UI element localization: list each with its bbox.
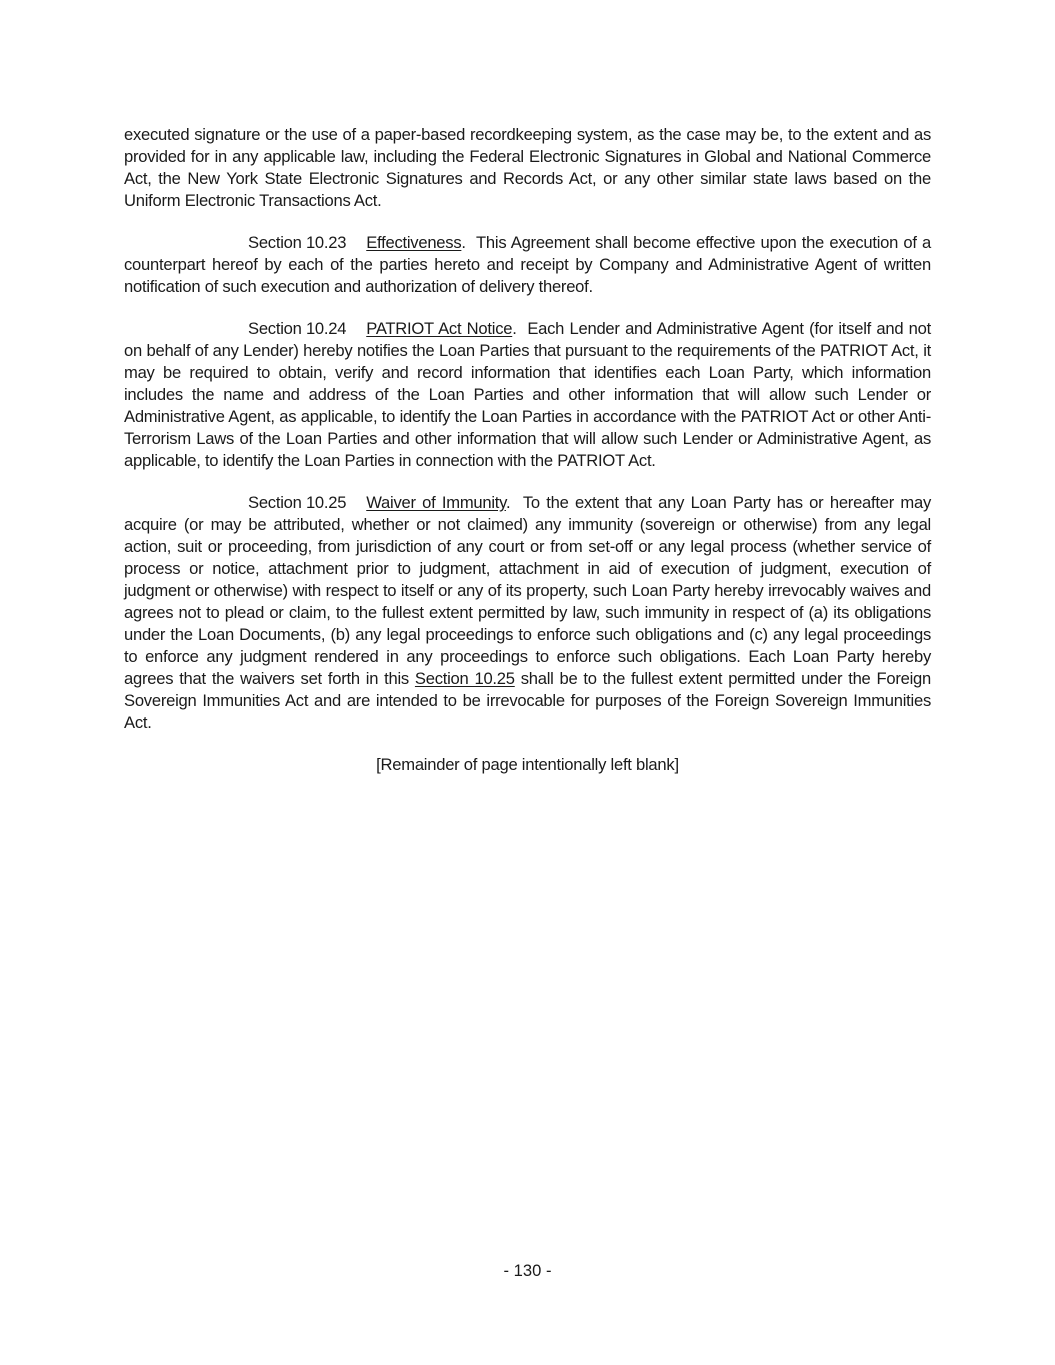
section-number: Section 10.25 (248, 493, 347, 512)
document-body (124, 124, 931, 776)
section-cross-reference: Section 10.25 (414, 669, 515, 688)
section-body: Each Lender and Administrative Agent (for itself and not on behalf of any Lender) hereby notifies the Loan Parties that pursuant to the requirements of the PATRIOT Act, it may be required to obtain, verify and record information that identifies each Loan Party, which information includes the name and address of the Loan Parties and other information that will allow such Lender or Administrative Agent, as applicable, to identify the Loan Parties in accordance with the PATRIOT Act or other Anti-Terrorism Laws of the Loan Parties and other information that will allow such Lender or Administrative Agent, as applicable, to identify the Loan Parties in connection with the PATRIOT Act. (124, 319, 931, 470)
section-body: This Agreement shall become effective upon the execution of a counterpart hereof by each of the parties hereto and receipt by Company and Administrative Agent of written notification of such execution and authorization of delivery thereof. (124, 233, 932, 296)
section-10-25-paragraph: Section 10.25 Waiver of Immunity. To the extent that any Loan Party has or hereafter may acquire (or may be attributed, whether or not claimed) any immunity (sovereign or otherwise) from any legal action, suit or proceeding, from jurisdiction of any court or from set-off or any legal process (whether service of process or notice, attachment prior to judgment, attachment in aid of execution of judgment, execution of judgment or otherwise) with respect to itself or any of its property, such Loan Party hereby irrevocably waives and agrees not to plead or claim, to the fullest extent permitted by law, such immunity in respect of (a) its obligations under the Loan Documents, (b) any legal proceedings to enforce such obligations and (c) any legal proceedings to enforce any judgment rendered in any proceedings to enforce such obligations. Each Loan Party hereby agrees that the waivers set forth in this Section 10.25 shall be to the fullest extent permitted under the Foreign Sovereign Immunities Act and are intended to be irrevocable for purposes of the Foreign Sovereign Immunities Act. (124, 493, 932, 732)
section-number: Section 10.23 (248, 233, 347, 252)
section-title: Waiver of Immunity (366, 493, 506, 512)
section-body-continued: shall be to the fullest extent permitted under the Foreign Sovereign Immunities Act and are intended to be irrevocable for purposes of the Foreign Sovereign Immunities Act. (124, 669, 931, 732)
section-10-24-paragraph: Section 10.24 PATRIOT Act Notice. Each Lender and Administrative Agent (for itself and not on behalf of any Lender) hereby notifies the Loan Parties that pursuant to the requirements of the PATRIOT Act, it may be required to obtain, verify and record information that identifies each Loan Party, which information includes the name and address of the Loan Parties and other information that will allow such Lender or Administrative Agent, as applicable, to identify the Loan Parties in accordance with the PATRIOT Act or other Anti-Terrorism Laws of the Loan Parties and other information that will allow such Lender or Administrative Agent, as applicable, to identify the Loan Parties in connection with the PATRIOT Act. (124, 319, 931, 470)
section-10-23-paragraph: Section 10.23 Effectiveness. This Agreement shall become effective upon the execution of a counterpart hereof by each of the parties hereto and receipt by Company and Administrative Agent of written notification of such execution and authorization of delivery thereof. (124, 233, 932, 296)
continuation-paragraph: executed signature or the use of a paper-based recordkeeping system, as the case may be, to the extent and as provided for in any applicable law, including the Federal Electronic Signatures in Global and National Commerce Act, the New York State Electronic Signatures and Records Act, or any other similar state laws based on the Uniform Electronic Transactions Act. (124, 125, 931, 210)
remainder-note: [Remainder of page intentionally left blank] (376, 755, 679, 774)
section-title: PATRIOT Act Notice (366, 319, 513, 338)
section-body: To the extent that any Loan Party has or hereafter may acquire (or may be attributed, whether or not claimed) any immunity (sovereign or otherwise) from any legal action, suit or proceeding, from jurisdiction of any court or from set-off or any legal process (whether service of process or notice, attachment prior to judgment, attachment in aid of execution of judgment, execution of judgment or otherwise) with respect to itself or any of its property, such Loan Party hereby irrevocably waives and agrees not to plead or claim, to the fullest extent permitted by law, such immunity in respect of (a) its obligations under the Loan Documents, (b) any legal proceedings to enforce such obligations and (c) any legal proceedings to enforce any judgment rendered in any proceedings to enforce such obligations. Each Loan Party hereby agrees that the waivers set forth in this (124, 493, 932, 688)
section-number: Section 10.24 (248, 319, 347, 338)
section-title: Effectiveness (366, 233, 462, 252)
page-number: - 130 - (503, 1261, 552, 1280)
